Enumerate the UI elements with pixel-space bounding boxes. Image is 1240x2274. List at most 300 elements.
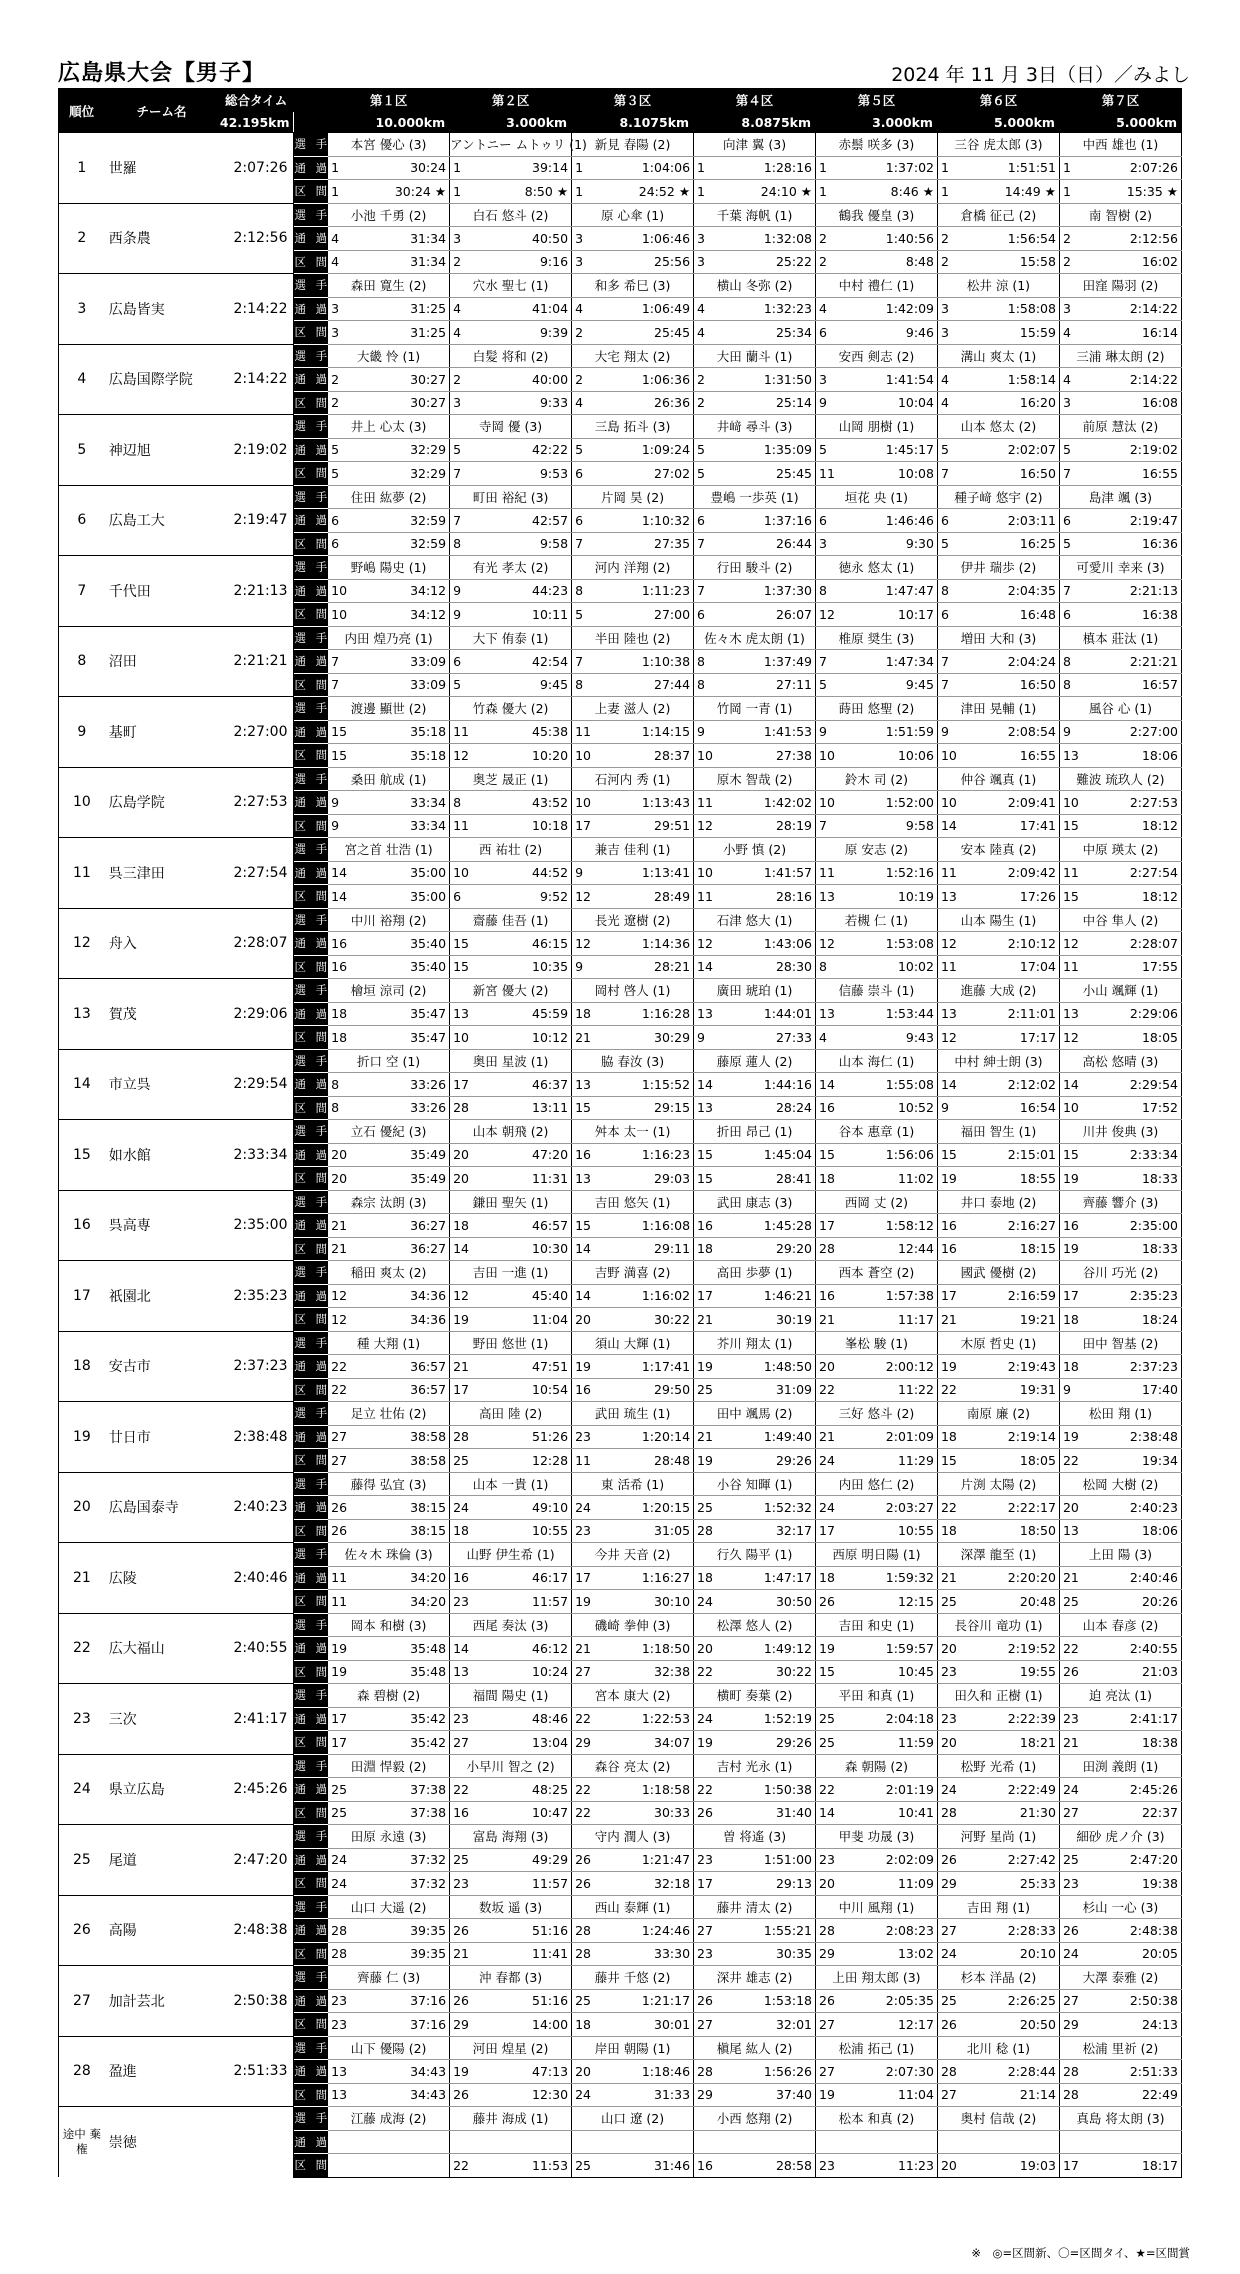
cumulative-time-value: 2:12:02 <box>1007 1076 1056 1092</box>
runner-name: 津田 晃輔 (1) <box>937 697 1059 721</box>
team-total-time: 2:19:47 <box>218 485 294 556</box>
cumulative-time-value: 33:09 <box>410 653 447 669</box>
split-place: 25 <box>450 1449 473 1473</box>
team-row-runner <box>59 1402 1182 1426</box>
runner-name: 中原 瑛太 (2) <box>1059 838 1181 862</box>
cumulative-place: 23 <box>937 1707 960 1731</box>
row-label-split: 区 間 <box>294 1308 328 1332</box>
team-name: 広島学院 <box>105 767 219 838</box>
runner-name: 森田 寛生 (2) <box>328 274 450 298</box>
split-time <box>961 1872 1060 1896</box>
split-place: 9 <box>816 391 839 415</box>
split-place: 24 <box>694 1590 717 1614</box>
split-time <box>961 1378 1060 1402</box>
runner-name: 細砂 虎ノ介 (3) <box>1059 1825 1181 1849</box>
cumulative-time <box>1083 1355 1182 1379</box>
split-time <box>717 321 816 345</box>
runner-name: 江藤 成海 (2) <box>328 2107 450 2131</box>
cumulative-place: 12 <box>937 932 960 956</box>
split-place: 17 <box>572 814 595 838</box>
cumulative-time-value: 49:10 <box>532 1499 569 1515</box>
split-place: 8 <box>1059 673 1082 697</box>
team-row-runner <box>59 1543 1182 1567</box>
split-place: 3 <box>694 250 717 274</box>
split-time <box>961 180 1060 204</box>
cumulative-time-value: 1:45:28 <box>763 1217 812 1233</box>
split-time <box>1083 2083 1182 2107</box>
split-time-value: 26:44 <box>775 536 812 552</box>
cumulative-time <box>595 509 694 533</box>
team-block <box>59 203 1182 274</box>
cumulative-time-value: 1:06:36 <box>641 371 691 387</box>
team-block <box>59 1966 1182 2037</box>
split-place: 24 <box>937 1942 960 1966</box>
cumulative-time-value: 1:14:15 <box>641 724 691 740</box>
split-place: 10 <box>1059 1096 1082 1120</box>
split-time-value: 16:50 <box>1019 465 1056 481</box>
team-total-time: 2:48:38 <box>218 1895 294 1966</box>
split-time <box>961 744 1060 768</box>
split-time <box>1083 1378 1182 1402</box>
split-time <box>839 1731 938 1755</box>
team-total-time: 2:19:02 <box>218 415 294 486</box>
runner-name: 谷川 巧光 (2) <box>1059 1261 1181 1285</box>
split-time <box>1083 2154 1182 2178</box>
split-time <box>473 1026 572 1050</box>
cumulative-time <box>1083 1707 1182 1731</box>
cumulative-time <box>961 438 1060 462</box>
split-time-value: 29:26 <box>775 1452 812 1468</box>
split-time <box>1083 673 1182 697</box>
split-time <box>595 814 694 838</box>
row-label-runner: 選 手 <box>294 979 328 1003</box>
cumulative-place: 3 <box>937 297 960 321</box>
cumulative-time-value: 2:02:09 <box>885 1852 934 1868</box>
split-time-value: 30:24 <box>394 183 431 199</box>
runner-name: 垣花 央 (1) <box>816 485 938 509</box>
split-time-value: 10:52 <box>897 1100 934 1116</box>
split-time-value: 11:04 <box>532 1311 569 1327</box>
cumulative-time <box>839 791 938 815</box>
split-time <box>351 1660 450 1684</box>
runner-name: 吉村 光永 (1) <box>694 1754 816 1778</box>
row-label-runner: 選 手 <box>294 1261 328 1285</box>
cumulative-time <box>1083 1778 1182 1802</box>
split-time-value: 22:37 <box>1141 1805 1178 1821</box>
cumulative-time <box>473 1496 572 1520</box>
split-time <box>961 1026 1060 1050</box>
split-time <box>717 1942 816 1966</box>
split-time <box>839 2013 938 2037</box>
cumulative-time-value: 2:01:19 <box>885 1781 934 1797</box>
cumulative-time <box>351 1919 450 1943</box>
row-label-runner: 選 手 <box>294 556 328 580</box>
cumulative-time <box>351 227 450 251</box>
cumulative-time <box>717 297 816 321</box>
runner-name: 岸田 朝陽 (1) <box>572 2036 694 2060</box>
team-row-runner <box>59 274 1182 298</box>
cumulative-time <box>717 1214 816 1238</box>
split-time <box>839 1237 938 1261</box>
cumulative-time-value: 1:16:02 <box>641 1288 691 1304</box>
cumulative-place: 16 <box>450 1566 473 1590</box>
cumulative-time <box>473 368 572 392</box>
cumulative-time <box>1083 1566 1182 1590</box>
split-time-value: 28:16 <box>775 888 812 904</box>
split-time <box>473 462 572 486</box>
split-time <box>961 1167 1060 1191</box>
cumulative-place: 24 <box>450 1496 473 1520</box>
split-place: 18 <box>450 1519 473 1543</box>
split-time-value: 9:52 <box>539 888 569 904</box>
row-label-cum: 通 過 <box>294 720 328 744</box>
runner-name: 東 活希 (1) <box>572 1472 694 1496</box>
cumulative-place: 8 <box>1059 650 1082 674</box>
cumulative-time-value: 1:44:16 <box>763 1076 812 1092</box>
split-time-value: 10:04 <box>897 395 934 411</box>
team-rank: 15 <box>59 1120 105 1191</box>
split-time-value: 17:52 <box>1141 1100 1178 1116</box>
runner-name: 有光 孝太 (2) <box>450 556 572 580</box>
cumulative-place: 9 <box>937 720 960 744</box>
split-place: 24 <box>328 1872 351 1896</box>
split-place: 21 <box>572 1026 595 1050</box>
cumulative-time-value: 1:47:34 <box>885 653 934 669</box>
cumulative-time <box>595 1425 694 1449</box>
team-row-runner <box>59 1190 1182 1214</box>
split-place: 19 <box>816 2083 839 2107</box>
cumulative-time <box>839 1496 938 1520</box>
cumulative-time-value: 30:24 <box>410 160 447 176</box>
split-time-value: 10:24 <box>532 1664 569 1680</box>
cumulative-time <box>961 579 1060 603</box>
split-time <box>351 2154 450 2178</box>
split-place: 4 <box>328 250 351 274</box>
split-time-value: 10:41 <box>897 1805 934 1821</box>
runner-name: 深澤 龍至 (1) <box>937 1543 1059 1567</box>
split-time <box>1083 1942 1182 1966</box>
split-place: 12 <box>937 1026 960 1050</box>
runner-name: 松井 涼 (1) <box>937 274 1059 298</box>
cumulative-place: 28 <box>1059 2060 1082 2084</box>
cumulative-time <box>961 1073 1060 1097</box>
split-place: 16 <box>937 1237 960 1261</box>
team-rank: 9 <box>59 697 105 768</box>
split-place: 13 <box>1059 744 1082 768</box>
runner-name: 松田 翔 (1) <box>1059 1402 1181 1426</box>
split-time-value: 9:45 <box>905 677 934 693</box>
split-time-value: 11:53 <box>532 2157 569 2173</box>
cumulative-time-value: 1:49:40 <box>763 1429 812 1445</box>
split-place: 9 <box>450 603 473 627</box>
split-time <box>351 1167 450 1191</box>
row-label-cum: 通 過 <box>294 1919 328 1943</box>
split-time-value: 28:49 <box>654 888 691 904</box>
runner-name: 住田 紘夢 (2) <box>328 485 450 509</box>
cumulative-time <box>351 1284 450 1308</box>
cumulative-time-value: 1:46:46 <box>885 512 934 528</box>
cumulative-time <box>961 1989 1060 2013</box>
split-time-value: 27:35 <box>654 536 691 552</box>
split-place: 28 <box>450 1096 473 1120</box>
cumulative-time <box>839 1355 938 1379</box>
cumulative-place: 22 <box>328 1355 351 1379</box>
cumulative-place: 19 <box>328 1637 351 1661</box>
split-time-value: 25:45 <box>654 324 691 340</box>
cumulative-place: 7 <box>816 650 839 674</box>
runner-name: 舛本 太一 (1) <box>572 1120 694 1144</box>
split-place: 21 <box>937 1308 960 1332</box>
split-time-value: 32:18 <box>654 1875 691 1891</box>
split-time-value: 35:40 <box>410 959 447 975</box>
team-name: 尾道 <box>105 1825 219 1896</box>
team-rank: 26 <box>59 1895 105 1966</box>
split-time <box>473 744 572 768</box>
cumulative-place: 5 <box>572 438 595 462</box>
split-place: 1 <box>328 180 351 204</box>
cumulative-place: 6 <box>328 509 351 533</box>
cumulative-place: 10 <box>816 791 839 815</box>
split-time <box>961 2154 1060 2178</box>
row-label-cum: 通 過 <box>294 2130 328 2154</box>
cumulative-time <box>351 509 450 533</box>
cumulative-time-value: 1:28:16 <box>763 160 812 176</box>
cumulative-place: 9 <box>450 579 473 603</box>
split-time-value: 36:27 <box>410 1241 447 1257</box>
cumulative-time <box>1083 720 1182 744</box>
runner-name: 山口 遼 (2) <box>572 2107 694 2131</box>
cumulative-time <box>717 1496 816 1520</box>
cumulative-time-value: 35:00 <box>410 865 447 881</box>
row-label-cum: 通 過 <box>294 438 328 462</box>
cumulative-time-value: 2:16:59 <box>1007 1288 1056 1304</box>
row-label-cum: 通 過 <box>294 1425 328 1449</box>
split-place: 2 <box>694 391 717 415</box>
split-time-value: 27:00 <box>654 606 691 622</box>
row-label-runner: 選 手 <box>294 838 328 862</box>
split-place: 2 <box>328 391 351 415</box>
team-block <box>59 2107 1182 2178</box>
cumulative-place: 11 <box>1059 861 1082 885</box>
split-time <box>473 1237 572 1261</box>
team-row-runner <box>59 1684 1182 1708</box>
split-time-value: 17:41 <box>1019 818 1056 834</box>
split-time-value: 18:50 <box>1019 1523 1056 1539</box>
cumulative-time <box>717 2060 816 2084</box>
team-row-runner <box>59 203 1182 227</box>
cumulative-time-value: 2:08:54 <box>1007 724 1056 740</box>
team-row-runner <box>59 556 1182 580</box>
split-time-value: 10:54 <box>532 1382 569 1398</box>
split-time <box>961 603 1060 627</box>
runner-name: 進藤 大成 (2) <box>937 979 1059 1003</box>
split-time-value: 37:40 <box>775 2087 812 2103</box>
split-time <box>1083 885 1182 909</box>
split-place: 11 <box>328 1590 351 1614</box>
split-time <box>473 673 572 697</box>
team-block <box>59 1613 1182 1684</box>
split-time-value: 16:36 <box>1141 536 1178 552</box>
cumulative-time-value: 1:41:57 <box>763 865 812 881</box>
split-time-value: 31:34 <box>410 254 447 270</box>
cumulative-place: 8 <box>816 579 839 603</box>
split-time <box>351 1096 450 1120</box>
split-place <box>328 2154 351 2178</box>
cumulative-place: 10 <box>572 791 595 815</box>
runner-name: 上田 翔太郎 (3) <box>816 1966 938 1990</box>
cumulative-time-value: 32:29 <box>410 442 447 458</box>
cumulative-time-value: 39:14 <box>532 160 569 176</box>
runner-name: 西原 明日陽 (1) <box>816 1543 938 1567</box>
split-time <box>1083 744 1182 768</box>
split-time-value: 37:38 <box>410 1805 447 1821</box>
cumulative-time <box>717 861 816 885</box>
split-time-value: 34:12 <box>410 606 447 622</box>
split-time-value: 16:54 <box>1019 1100 1056 1116</box>
runner-name: 真島 将太朗 (3) <box>1059 2107 1181 2131</box>
split-time <box>473 321 572 345</box>
runner-name: 鎌田 聖矢 (1) <box>450 1190 572 1214</box>
runner-name: 藤得 弘宜 (3) <box>328 1472 450 1496</box>
cumulative-time <box>595 2130 694 2154</box>
split-place: 25 <box>1059 1590 1082 1614</box>
runner-name: 小早川 智之 (2) <box>450 1754 572 1778</box>
row-label-cum: 通 過 <box>294 791 328 815</box>
split-time-value: 30:27 <box>410 395 447 411</box>
cumulative-time-value: 1:10:38 <box>641 653 691 669</box>
runner-name: 小野 慎 (2) <box>694 838 816 862</box>
split-time-value: 16:02 <box>1141 254 1178 270</box>
cumulative-time-value: 1:21:17 <box>641 1993 691 2009</box>
runner-name: 平田 和真 (1) <box>816 1684 938 1708</box>
team-rank: 18 <box>59 1331 105 1402</box>
runner-name: 槇尾 紘人 (2) <box>694 2036 816 2060</box>
split-time <box>595 2083 694 2107</box>
split-time <box>839 1449 938 1473</box>
cumulative-time-value: 40:00 <box>532 371 569 387</box>
runner-name: 木原 哲史 (1) <box>937 1331 1059 1355</box>
cumulative-time <box>961 509 1060 533</box>
runner-name: 折口 空 (1) <box>328 1049 450 1073</box>
cumulative-place: 5 <box>450 438 473 462</box>
split-time <box>473 1660 572 1684</box>
cumulative-time-value: 49:29 <box>532 1852 569 1868</box>
total-time-header: 総合タイム <box>218 89 294 112</box>
runner-name: 上田 陽 (3) <box>1059 1543 1181 1567</box>
team-total-time: 2:40:55 <box>218 1613 294 1684</box>
cumulative-place: 11 <box>816 861 839 885</box>
cumulative-place: 13 <box>816 1002 839 1026</box>
split-place: 6 <box>328 532 351 556</box>
split-place: 19 <box>328 1660 351 1684</box>
row-label-cum: 通 過 <box>294 1214 328 1238</box>
team-total-time: 2:33:34 <box>218 1120 294 1191</box>
cumulative-place: 27 <box>1059 1989 1082 2013</box>
split-time-value: 30:19 <box>775 1311 812 1327</box>
runner-name: 中西 雄也 (1) <box>1059 133 1181 157</box>
split-place: 14 <box>450 1237 473 1261</box>
runner-name: 山本 海仁 (1) <box>816 1049 938 1073</box>
row-label-runner: 選 手 <box>294 415 328 439</box>
cumulative-time <box>717 791 816 815</box>
team-name: 崇徳 <box>105 2107 219 2178</box>
cumulative-time-value: 2:27:54 <box>1129 865 1178 881</box>
cumulative-time-value: 1:22:53 <box>641 1711 691 1727</box>
cumulative-place: 21 <box>937 1566 960 1590</box>
cumulative-time-value: 1:15:52 <box>641 1076 691 1092</box>
cumulative-place: 5 <box>1059 438 1082 462</box>
cumulative-time <box>473 1214 572 1238</box>
cumulative-time <box>595 1637 694 1661</box>
split-time-value: 30:35 <box>775 1946 812 1962</box>
runner-name: 中川 風翔 (1) <box>816 1895 938 1919</box>
split-place: 21 <box>1059 1731 1082 1755</box>
split-place: 2 <box>937 250 960 274</box>
split-time-value: 12:44 <box>897 1241 934 1257</box>
split-time-value: 13:04 <box>532 1734 569 1750</box>
cumulative-time <box>473 579 572 603</box>
team-rank: 27 <box>59 1966 105 2037</box>
split-time <box>1083 250 1182 274</box>
split-time-value: 17:55 <box>1141 959 1178 975</box>
split-time-value: 26:07 <box>775 606 812 622</box>
cumulative-time-value: 1:37:02 <box>885 160 934 176</box>
split-time-value: 10:02 <box>897 959 934 975</box>
team-total-time: 2:21:21 <box>218 626 294 697</box>
runner-name: 小山 颯輝 (1) <box>1059 979 1181 1003</box>
row-label-cum: 通 過 <box>294 1848 328 1872</box>
split-place: 25 <box>816 1731 839 1755</box>
runner-name: 藤原 蓮人 (2) <box>694 1049 816 1073</box>
cumulative-time <box>351 932 450 956</box>
runner-name: 山本 朝飛 (2) <box>450 1120 572 1144</box>
runner-name: 峯松 駿 (1) <box>816 1331 938 1355</box>
cumulative-time <box>351 1073 450 1097</box>
team-total-time: 2:27:53 <box>218 767 294 838</box>
cumulative-place: 16 <box>694 1214 717 1238</box>
cumulative-time-value: 1:51:59 <box>885 724 934 740</box>
cumulative-time <box>1083 932 1182 956</box>
cumulative-time <box>1083 297 1182 321</box>
split-time <box>351 2083 450 2107</box>
split-place: 7 <box>937 462 960 486</box>
cumulative-time-value: 2:04:18 <box>885 1711 934 1727</box>
cumulative-place: 10 <box>450 861 473 885</box>
cumulative-time-value: 31:34 <box>410 230 447 246</box>
row-label-split: 区 間 <box>294 1590 328 1614</box>
cumulative-time-value: 31:25 <box>410 301 447 317</box>
cumulative-time <box>473 1707 572 1731</box>
team-total-time: 2:29:06 <box>218 979 294 1050</box>
cumulative-place: 15 <box>572 1214 595 1238</box>
cumulative-time-value: 1:45:04 <box>763 1147 812 1163</box>
cumulative-time <box>961 1002 1060 1026</box>
split-time <box>595 1872 694 1896</box>
runner-name: 川井 俊典 (3) <box>1059 1120 1181 1144</box>
runner-name: 松岡 大樹 (2) <box>1059 1472 1181 1496</box>
cumulative-place: 6 <box>694 509 717 533</box>
cumulative-place <box>937 2130 960 2154</box>
split-time-value: 27:44 <box>654 677 691 693</box>
cumulative-time-value: 2:41:17 <box>1129 1711 1178 1727</box>
team-row-runner <box>59 838 1182 862</box>
split-time <box>1083 1660 1182 1684</box>
cumulative-time <box>473 1143 572 1167</box>
split-place: 4 <box>694 321 717 345</box>
split-time-value: 11:04 <box>897 2087 934 2103</box>
split-place: 19 <box>1059 1167 1082 1191</box>
cumulative-time <box>595 1073 694 1097</box>
